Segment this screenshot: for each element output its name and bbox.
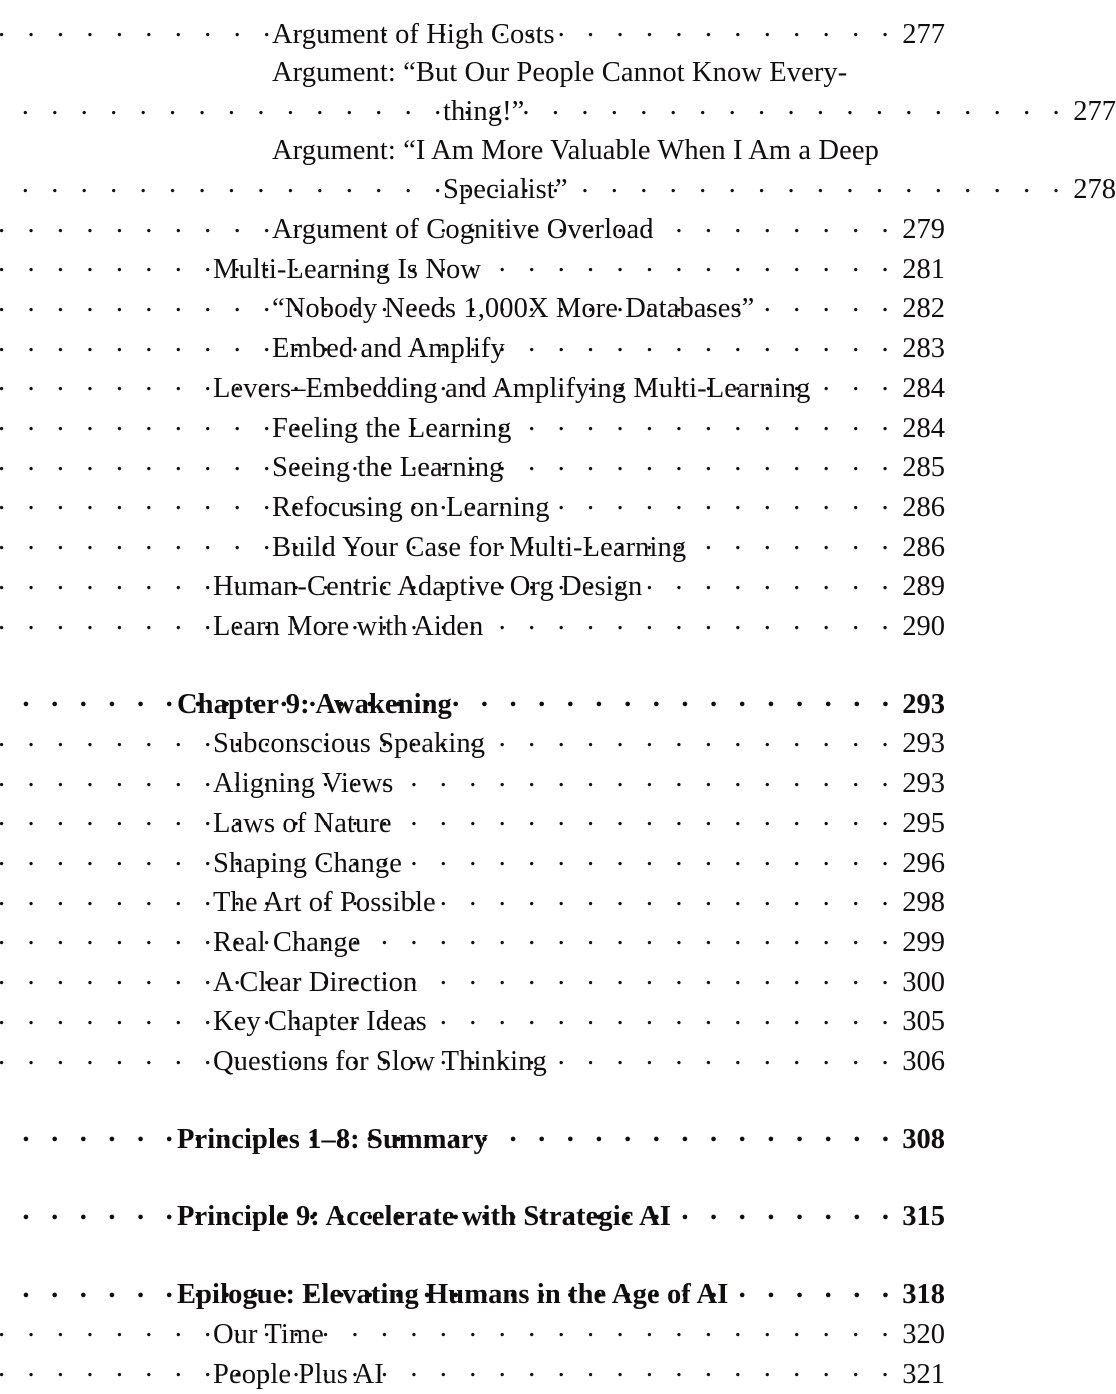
toc-entry[interactable] bbox=[177, 487, 945, 527]
toc-entry[interactable] bbox=[177, 567, 945, 607]
toc-entry-title: Learn More with Aiden bbox=[213, 611, 484, 643]
toc-entry-page-number: 290 bbox=[902, 611, 945, 643]
toc-entry-page-number: 289 bbox=[902, 571, 945, 603]
toc-entry-title: Argument of Cognitive Overload bbox=[272, 214, 654, 246]
dot-leader bbox=[411, 843, 896, 872]
toc-entry[interactable] bbox=[177, 210, 945, 250]
toc-entry[interactable] bbox=[177, 289, 945, 329]
toc-entry-title: Levers–Embedding and Amplifying Multi-Learning bbox=[213, 372, 811, 404]
toc-entry-page-number: 281 bbox=[902, 253, 945, 285]
toc-entry-title: Argument: “I Am More Valuable When I Am a Deep bbox=[272, 134, 879, 166]
toc-entry-title: Multi-Learning Is Now bbox=[213, 253, 482, 285]
toc-entry[interactable] bbox=[177, 1042, 945, 1082]
toc-entry-title: Our Time bbox=[213, 1318, 324, 1350]
dot-leader bbox=[504, 448, 896, 477]
toc-entry-page-number: 284 bbox=[902, 372, 945, 404]
dot-leader bbox=[763, 289, 896, 318]
toc-entry-page-number: 293 bbox=[902, 768, 945, 800]
toc-entry-page-number: 285 bbox=[902, 452, 945, 484]
dot-leader bbox=[556, 1042, 896, 1071]
toc-entry[interactable] bbox=[177, 408, 945, 448]
dot-leader bbox=[497, 1119, 896, 1148]
toc-entry-page-number: 279 bbox=[902, 214, 945, 246]
toc-entry-title: Chapter 9: Awakening bbox=[177, 688, 452, 720]
toc-entry-title: Argument: “But Our People Cannot Know Every- bbox=[272, 56, 848, 88]
toc-entry[interactable] bbox=[177, 803, 945, 843]
toc-entry-title-continuation: thing!” bbox=[443, 96, 525, 128]
toc-entry-title: Real Change bbox=[213, 926, 361, 958]
toc-entry[interactable] bbox=[177, 1002, 945, 1042]
toc-entry[interactable] bbox=[177, 1197, 945, 1237]
dot-leader bbox=[514, 329, 896, 358]
dot-leader bbox=[445, 883, 896, 912]
toc-entry-page-number: 295 bbox=[902, 807, 945, 839]
toc-entry-title: Human-Centric Adaptive Org Design bbox=[213, 571, 643, 603]
toc-entry[interactable] bbox=[177, 527, 945, 567]
toc-entry-title-continuation: Specialist” bbox=[443, 174, 568, 206]
toc-entry-page-number: 300 bbox=[902, 966, 945, 998]
dot-leader bbox=[490, 249, 896, 278]
toc-entry-title: Seeing the Learning bbox=[272, 452, 504, 484]
toc-entry-title: Key Chapter Ideas bbox=[213, 1006, 427, 1038]
toc-entry-title: Refocusing on Learning bbox=[272, 491, 550, 523]
toc-entry-page-number: 293 bbox=[902, 688, 945, 720]
dot-leader bbox=[819, 368, 896, 397]
toc-entry-title: Epilogue: Elevating Humans in the Age of AI bbox=[177, 1279, 729, 1311]
toc-entry-page-number: 321 bbox=[902, 1358, 945, 1390]
toc-entry-title: Principles 1–8: Summary bbox=[177, 1123, 489, 1155]
dot-leader bbox=[520, 408, 896, 437]
dot-leader bbox=[559, 487, 897, 516]
toc-entry-page-number: 299 bbox=[902, 926, 945, 958]
toc-entry[interactable] bbox=[177, 962, 945, 1002]
toc-entry-list bbox=[177, 14, 1116, 1394]
toc-entry-page-number: 284 bbox=[902, 412, 945, 444]
dot-leader bbox=[428, 1002, 896, 1031]
dot-leader bbox=[402, 764, 896, 793]
toc-entry-title: People Plus AI bbox=[213, 1358, 384, 1390]
dot-leader bbox=[484, 607, 896, 636]
toc-entry[interactable] bbox=[177, 607, 945, 647]
toc-entry[interactable] bbox=[177, 1314, 945, 1354]
toc-entry[interactable] bbox=[177, 249, 945, 289]
toc-entry[interactable] bbox=[177, 368, 945, 408]
toc-entry-title: Laws of Nature bbox=[213, 807, 392, 839]
toc-entry-page-number: 320 bbox=[902, 1318, 945, 1350]
toc-entry[interactable] bbox=[177, 132, 1116, 210]
toc-entry-title: Shaping Change bbox=[213, 847, 403, 879]
toc-entry-page-number: 305 bbox=[902, 1006, 945, 1038]
dot-leader bbox=[393, 1354, 896, 1383]
toc-entry[interactable] bbox=[177, 883, 945, 923]
toc-entry-page-number: 278 bbox=[1073, 174, 1116, 206]
toc-entry[interactable] bbox=[177, 329, 945, 369]
toc-entry-title: Principle 9: Accelerate with Strategic AI bbox=[177, 1201, 671, 1233]
toc-entry[interactable] bbox=[177, 54, 1116, 132]
toc-entry[interactable] bbox=[177, 1354, 945, 1394]
toc-entry[interactable] bbox=[177, 724, 945, 764]
toc-entry-page-number: 298 bbox=[902, 887, 945, 919]
dot-leader bbox=[651, 567, 896, 596]
dot-leader bbox=[680, 1197, 896, 1226]
toc-entry-page-number: 282 bbox=[902, 293, 945, 325]
toc-entry-page-number: 318 bbox=[902, 1279, 945, 1311]
toc-entry-page-number: 306 bbox=[902, 1046, 945, 1078]
toc-entry[interactable] bbox=[177, 1275, 945, 1315]
dot-leader bbox=[393, 803, 897, 832]
dot-leader bbox=[461, 684, 896, 713]
toc-entry-title: Embed and Amplify bbox=[272, 333, 505, 365]
toc-entry-page-number: 277 bbox=[902, 18, 945, 50]
dot-leader bbox=[426, 962, 896, 991]
dot-leader bbox=[362, 922, 897, 951]
toc-entry-page-number: 308 bbox=[902, 1123, 945, 1155]
toc-entry-title: Subconscious Speaking bbox=[213, 728, 486, 760]
toc-entry[interactable] bbox=[177, 14, 945, 54]
toc-entry-page-number: 286 bbox=[902, 531, 945, 563]
toc-entry-page-number: 296 bbox=[902, 847, 945, 879]
toc-entry-title: Questions for Slow Thinking bbox=[213, 1046, 547, 1078]
toc-entry-page-number: 277 bbox=[1073, 96, 1116, 128]
toc-entry-title: The Art of Possible bbox=[213, 887, 436, 919]
toc-entry[interactable] bbox=[177, 764, 945, 804]
toc-entry[interactable] bbox=[177, 1119, 945, 1159]
dot-leader bbox=[695, 527, 896, 556]
toc-entry-title: A Clear Direction bbox=[213, 966, 418, 998]
toc-entry-title: Feeling the Learning bbox=[272, 412, 512, 444]
dot-leader bbox=[486, 724, 896, 753]
dot-leader bbox=[333, 1314, 896, 1343]
toc-entry-page-number: 283 bbox=[902, 333, 945, 365]
toc-entry-title: Build Your Case for Multi-Learning bbox=[272, 531, 687, 563]
toc-entry-page-number: 293 bbox=[902, 728, 945, 760]
dot-leader bbox=[655, 210, 897, 239]
dot-leader bbox=[737, 1275, 896, 1304]
dot-leader bbox=[569, 170, 1068, 199]
toc-entry[interactable] bbox=[177, 922, 945, 962]
toc-entry-title: Aligning Views bbox=[213, 768, 394, 800]
toc-entry[interactable] bbox=[177, 843, 945, 883]
dot-leader bbox=[564, 14, 897, 43]
toc-entry[interactable] bbox=[177, 448, 945, 488]
toc-entry-title: Argument of High Costs bbox=[272, 18, 555, 50]
toc-entry-page-number: 286 bbox=[902, 491, 945, 523]
toc-entry[interactable] bbox=[177, 684, 945, 724]
toc-entry-page-number: 315 bbox=[902, 1201, 945, 1233]
toc-entry-title: “Nobody Needs 1,000X More Databases” bbox=[272, 293, 755, 325]
dot-leader bbox=[533, 92, 1067, 121]
